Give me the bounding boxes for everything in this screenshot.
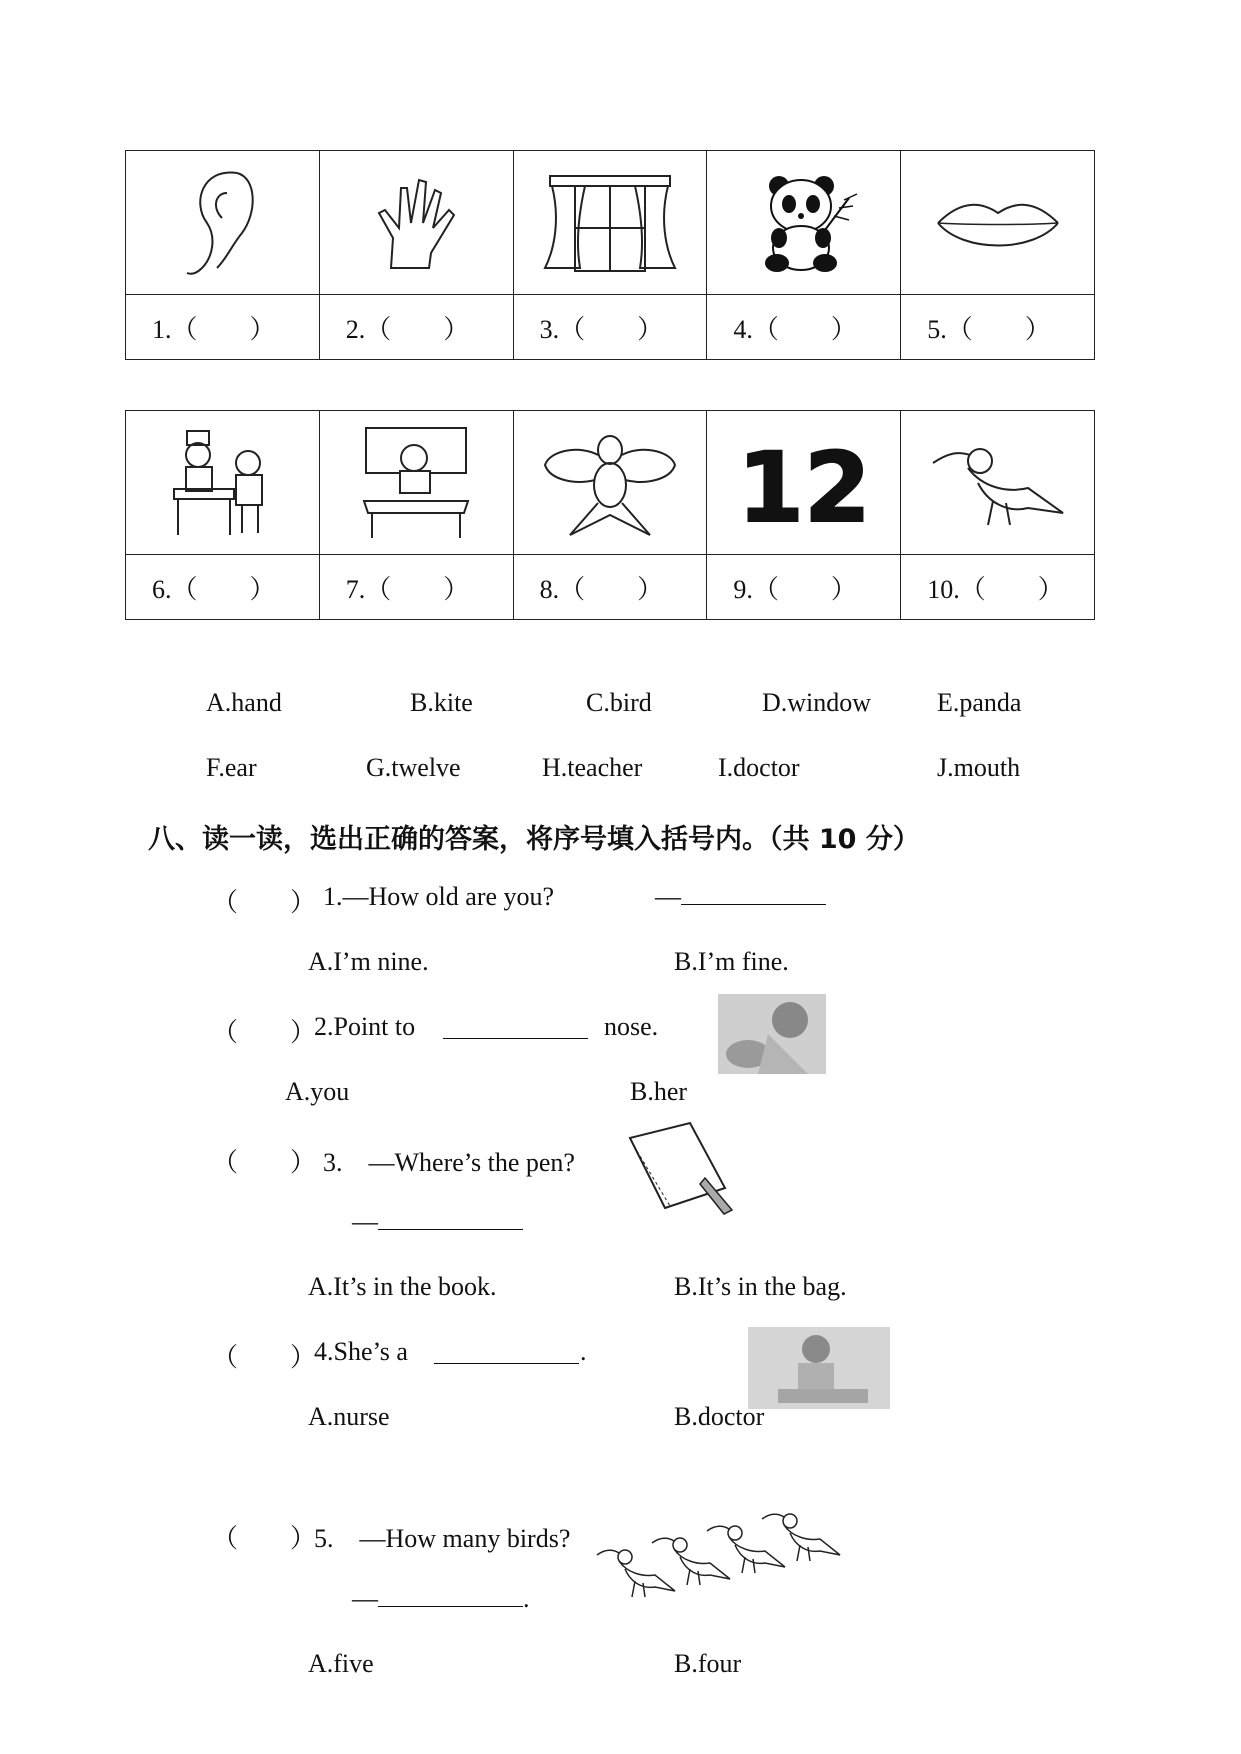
option-b: B.kite xyxy=(410,688,473,717)
picture-cell xyxy=(126,411,320,555)
question-text: 1.—How old are you? xyxy=(323,882,555,911)
answer-cell-2[interactable]: 2.（ ） xyxy=(319,295,513,360)
twelve-icon xyxy=(736,431,871,544)
option-e: E.panda xyxy=(937,688,1022,717)
picture-cell xyxy=(707,151,901,295)
answer-paren[interactable]: （ ） xyxy=(212,1018,317,1047)
option-i: I.doctor xyxy=(718,753,800,782)
answer-cell-8[interactable]: 8.（ ） xyxy=(513,555,707,620)
answer-line xyxy=(352,1207,523,1237)
picture-cell xyxy=(513,411,707,555)
doctor-photo-icon xyxy=(748,1327,890,1409)
question-text: 5. —How many birds? xyxy=(314,1524,571,1553)
teacher-icon xyxy=(356,423,476,543)
girl-photo-icon xyxy=(718,994,826,1074)
choice-b: B.doctor xyxy=(674,1402,765,1431)
hand-icon xyxy=(371,168,461,278)
answer-cell-1[interactable]: 1.（ ） xyxy=(126,295,320,360)
picture-cell xyxy=(319,151,513,295)
choice-b: B.It’s in the bag. xyxy=(674,1272,847,1301)
choice-b: B.four xyxy=(674,1649,742,1678)
question-tail: . xyxy=(580,1337,587,1366)
question-tail: . xyxy=(523,1584,530,1613)
doctor-icon xyxy=(172,423,272,543)
blank[interactable] xyxy=(378,1207,523,1230)
dash: — xyxy=(352,1584,378,1613)
question-text: 3. —Where’s the pen? xyxy=(323,1148,575,1177)
option-f: F.ear xyxy=(206,753,257,782)
blank[interactable] xyxy=(443,1016,588,1039)
option-c: C.bird xyxy=(586,688,652,717)
answer-cell-9[interactable]: 9.（ ） xyxy=(707,555,901,620)
question-text: 4.She’s a xyxy=(314,1337,408,1366)
mouth-icon xyxy=(928,183,1068,263)
four-birds-icon xyxy=(595,1505,847,1605)
picture-cell xyxy=(513,151,707,295)
option-h: H.teacher xyxy=(542,753,643,782)
option-d: D.window xyxy=(762,688,872,717)
dash: — xyxy=(655,882,681,911)
question-tail: nose. xyxy=(604,1012,659,1041)
question-text: 2.Point to xyxy=(314,1012,416,1041)
picture-table-2 xyxy=(125,410,1095,620)
choice-a: A.I’m nine. xyxy=(308,947,429,976)
choice-b: B.I’m fine. xyxy=(674,947,789,976)
picture-cell xyxy=(901,151,1095,295)
answer-cell-10[interactable]: 10.（ ） xyxy=(901,555,1095,620)
answer-cell-5[interactable]: 5.（ ） xyxy=(901,295,1095,360)
answer-cell-6[interactable]: 6.（ ） xyxy=(126,555,320,620)
choice-a: A.you xyxy=(285,1077,350,1106)
notebook-pen-icon xyxy=(620,1118,740,1218)
choice-b: B.her xyxy=(630,1077,688,1106)
option-g: G.twelve xyxy=(366,753,461,782)
kite-icon xyxy=(540,425,680,540)
option-j: J.mouth xyxy=(937,753,1021,782)
picture-cell xyxy=(126,151,320,295)
window-icon xyxy=(540,168,680,278)
answer-paren[interactable]: （ ） xyxy=(212,1343,317,1372)
blank[interactable] xyxy=(681,882,826,905)
answer-cell-3[interactable]: 3.（ ） xyxy=(513,295,707,360)
answer-cell-7[interactable]: 7.（ ） xyxy=(319,555,513,620)
option-a: A.hand xyxy=(206,688,282,717)
dash: — xyxy=(352,1207,378,1236)
blank[interactable] xyxy=(378,1584,523,1607)
ear-icon xyxy=(177,163,267,283)
answer-line xyxy=(655,882,826,912)
blank[interactable] xyxy=(434,1341,579,1364)
answer-cell-4[interactable]: 4.（ ） xyxy=(707,295,901,360)
answer-paren[interactable]: （ ） xyxy=(212,888,317,917)
answer-line xyxy=(352,1584,530,1614)
twelve-number: 12 xyxy=(736,431,871,544)
picture-table-1 xyxy=(125,150,1095,360)
picture-cell xyxy=(707,411,901,555)
bird-icon xyxy=(928,433,1068,533)
choice-a: A.five xyxy=(308,1649,374,1678)
panda-icon xyxy=(749,168,859,278)
picture-cell xyxy=(901,411,1095,555)
answer-paren[interactable]: （ ） xyxy=(212,1524,317,1553)
choice-a: A.It’s in the book. xyxy=(308,1272,497,1301)
picture-cell xyxy=(319,411,513,555)
section-title: 八、读一读，选出正确的答案，将序号填入括号内。（共 10 分） xyxy=(148,824,920,855)
answer-paren[interactable]: （ ） xyxy=(212,1148,317,1177)
choice-a: A.nurse xyxy=(308,1402,390,1431)
